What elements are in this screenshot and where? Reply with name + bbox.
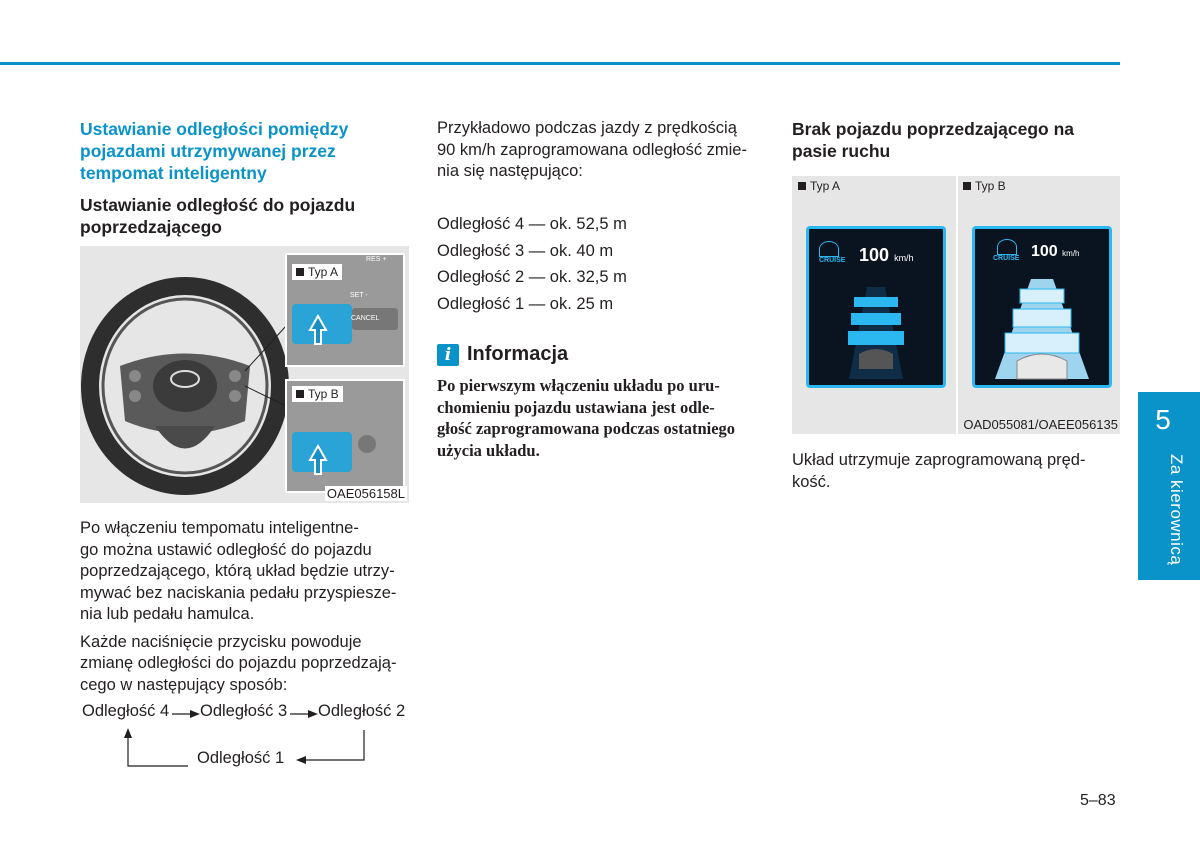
text-line: cego w następujący sposób: <box>80 675 288 694</box>
typ-a-text: Typ A <box>810 179 841 193</box>
page-number: 5–83 <box>1080 792 1116 809</box>
arrow-line <box>128 732 188 766</box>
distance-2-label: Odległość 2 <box>318 702 406 720</box>
steering-wheel-illustration <box>80 246 409 503</box>
text-line: poprzedzającego, którą układ będzie utrzy- <box>80 562 395 580</box>
distance-cycle-diagram <box>82 702 412 782</box>
square-bullet-icon <box>798 182 806 190</box>
right-text <box>792 450 1120 493</box>
text-line: Po pierwszym włączeniu układu po uru- <box>437 376 720 395</box>
distance-list <box>437 211 764 317</box>
left-text <box>80 518 408 702</box>
speed-value <box>1031 243 1080 261</box>
speed-value <box>859 245 914 266</box>
square-bullet-icon <box>296 268 304 276</box>
text-line: chomieniu pojazdu ustawiana jest odle- <box>437 397 715 417</box>
chapter-number: 5 <box>1155 404 1171 435</box>
chapter-label: Za kierownicą <box>1167 454 1186 566</box>
info-title: Informacja <box>467 343 569 365</box>
chapter-tab <box>1138 392 1200 580</box>
arrow-head-icon <box>190 710 200 718</box>
figure-caption: OAE056158L <box>326 486 405 501</box>
cruise-icon <box>997 239 1017 255</box>
right-heading <box>792 118 1120 162</box>
distance-4-label: Odległość 4 <box>82 702 170 720</box>
cruise-display-figure <box>792 176 1120 434</box>
speed-number: 100 <box>1031 243 1058 260</box>
arrow-line <box>300 730 364 760</box>
cruise-label: CRUISE <box>819 257 846 264</box>
figure-divider <box>956 176 958 434</box>
distance-item: Odległość 1 — ok. 25 m <box>437 294 614 313</box>
typ-b-label <box>292 386 343 402</box>
speed-number: 100 <box>859 245 890 265</box>
text-line: Przykładowo podczas jazdy z prędkością <box>437 119 737 137</box>
text-line: nia się następująco: <box>437 162 583 180</box>
typ-b-text: Typ B <box>975 179 1006 193</box>
distance-3-label: Odległość 3 <box>200 702 288 720</box>
section-heading <box>80 118 410 184</box>
info-heading <box>437 343 568 366</box>
text-line: nia lub pedału hamulca. <box>80 605 255 623</box>
square-bullet-icon <box>296 390 304 398</box>
distance-item: Odległość 2 — ok. 32,5 m <box>437 268 627 286</box>
subheading-line: poprzedzającego <box>80 217 222 237</box>
heading-line: pasie ruchu <box>792 141 891 161</box>
res-label: RES + <box>366 256 387 263</box>
display-typ-a <box>806 226 946 388</box>
typ-b-label <box>963 179 1006 193</box>
typ-a-text: Typ A <box>308 265 339 279</box>
middle-intro <box>437 118 764 183</box>
text-line: 90 km/h zaprogramowana odległość zmie- <box>437 140 747 159</box>
arrow-head-icon <box>308 710 318 718</box>
text-line: go można ustawić odległość do pojazdu <box>80 540 372 559</box>
text-line: Układ utrzymuje zaprogramowaną pręd- <box>792 451 1086 469</box>
display-typ-b <box>972 226 1112 388</box>
paragraph <box>80 632 408 697</box>
heading-line: pojazdami utrzymywanej przez <box>80 141 336 161</box>
heading-line: Ustawianie odległości pomiędzy <box>80 119 349 139</box>
distance-1-label: Odległość 1 <box>197 749 285 767</box>
speed-unit: km/h <box>894 253 914 263</box>
heading-line: tempomat inteligentny <box>80 163 267 183</box>
arrow-head-icon <box>296 756 306 764</box>
text-line: Każde naciśnięcie przycisku powoduje <box>80 632 362 651</box>
text-line: głość zaprogramowana podczas ostatniego <box>437 419 736 438</box>
set-label: SET - <box>350 292 368 299</box>
info-icon: i <box>437 344 459 366</box>
typ-b-text: Typ B <box>308 387 339 401</box>
text-line: użycia układu. <box>437 440 540 460</box>
cancel-label: CANCEL <box>351 315 380 322</box>
subheading-line: Ustawianie odległość do pojazdu <box>80 195 356 215</box>
info-text <box>437 375 764 461</box>
cycle-arrows <box>82 702 412 782</box>
subheading <box>80 194 410 238</box>
text-line: Po włączeniu tempomatu inteligentne- <box>80 519 359 537</box>
typ-a-label <box>292 264 342 280</box>
cruise-icon <box>819 241 839 257</box>
text-line: zmianę odległości do pojazdu poprzedzają- <box>80 654 397 672</box>
distance-item: Odległość 3 — ok. 40 m <box>437 241 614 260</box>
typ-a-label <box>798 179 840 193</box>
cruise-label: CRUISE <box>993 255 1020 262</box>
steering-wheel-figure <box>80 246 409 503</box>
figure-caption: OAD055081/OAEE056135 <box>963 417 1118 432</box>
distance-item: Odległość 4 — ok. 52,5 m <box>437 215 627 233</box>
text-line: mywać bez naciskania pedału przyspiesze- <box>80 583 397 602</box>
arrow-head-icon <box>124 728 132 738</box>
paragraph <box>80 518 408 626</box>
top-rule <box>0 62 1120 65</box>
heading-line: Brak pojazdu poprzedzającego na <box>792 119 1074 139</box>
square-bullet-icon <box>963 182 971 190</box>
text-line: kość. <box>792 472 831 491</box>
speed-unit: km/h <box>1062 249 1080 258</box>
